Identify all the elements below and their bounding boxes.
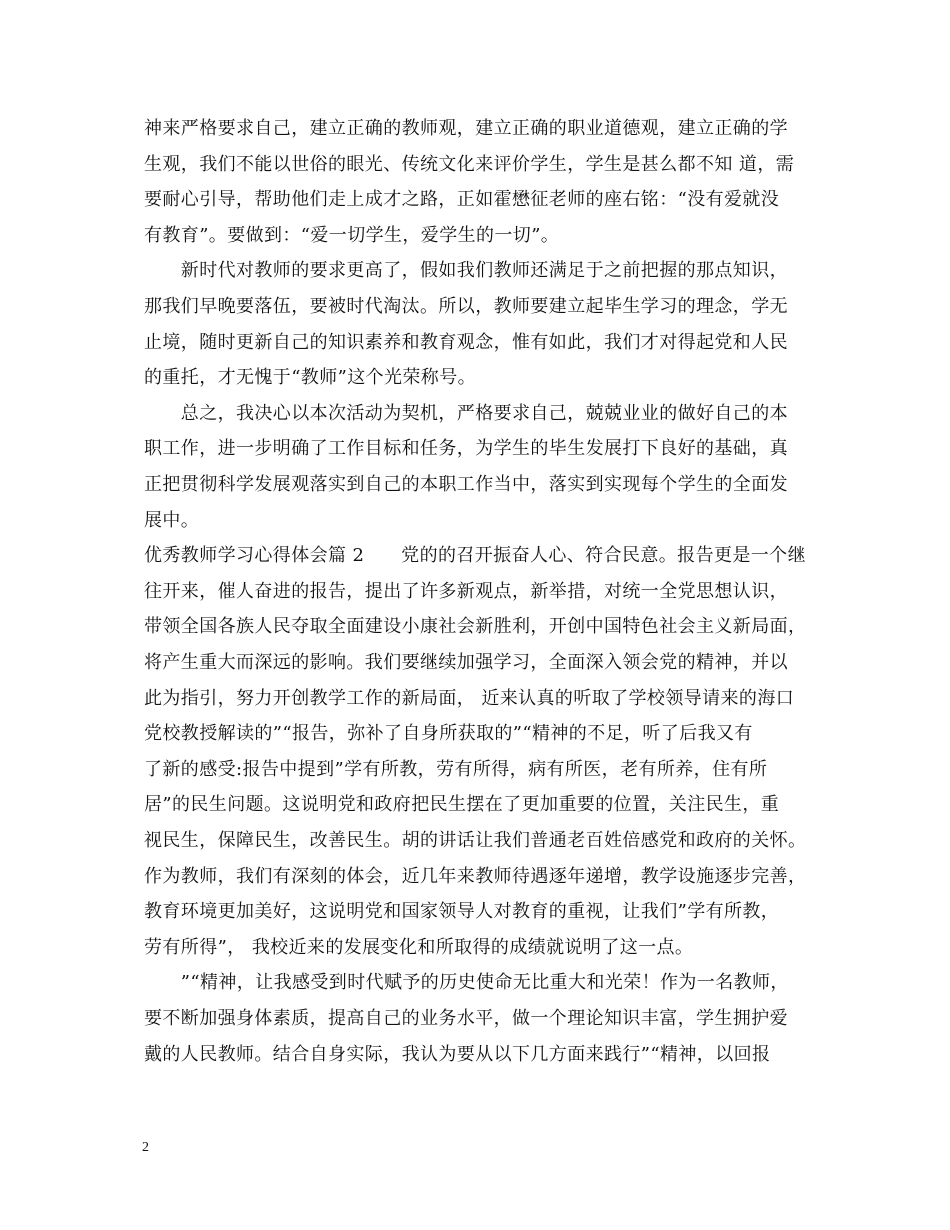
text-line: 居”的民生问题。这说明党和政府把民生摆在了更加重要的位置，关注民生，重 (144, 794, 780, 815)
text-line: 的重托，才无愧于“教师”这个光荣称号。 (144, 367, 477, 388)
text-line: 总之，我决心以本次活动为契机，严格要求自己，兢兢业业的做好自己的本 (144, 403, 788, 424)
text-line: 教育环境更加美好，这说明党和国家领导人对教育的重视，让我们”学有所教， (144, 901, 780, 922)
text-line: 劳有所得”， 我校近来的发展变化和所取得的成绩就说明了这一点。 (144, 937, 694, 958)
text-line: ”“精神，让我感受到时代赋予的历史使命无比重大和光荣！作为一名教师， (144, 972, 789, 993)
text-line: 此为指引，努力开创教学工作的新局面， 近来认真的听取了学校领导请来的海口 (144, 688, 795, 709)
text-line: 视民生，保障民生，改善民生。胡的讲话让我们普通老百姓倍感党和政府的关怀。 (144, 830, 807, 851)
text-line: 那我们早晚要落伍，要被时代淘汰。所以，教师要建立起毕生学习的理念，学无 (144, 296, 788, 317)
text-line: 带领全国各族人民夺取全面建设小康社会新胜利，开创中国特色社会主义新局面， (144, 616, 807, 637)
text-line: 展中。 (144, 510, 200, 531)
text-line: 要耐心引导，帮助他们走上成才之路，正如霍懋征老师的座右铭：“没有爱就没 (144, 189, 780, 210)
text-line: 作为教师，我们有深刻的体会，近几年来教师待遇逐年递增，教学设施逐步完善， (144, 866, 807, 887)
text-line: 新时代对教师的要求更高了，假如我们教师还满足于之前把握的那点知识， (144, 260, 788, 281)
text-line: 了新的感受:报告中提到”学有所教，劳有所得，病有所医，老有所养，住有所 (144, 759, 768, 780)
text-line: 正把贯彻科学发展观落实到自己的本职工作当中，落实到实现每个学生的全面发 (144, 474, 788, 495)
text-line: 优秀教师学习心得体会篇 2 党的的召开振奋人心、符合民意。报告更是一个继 (144, 545, 806, 566)
text-line: 职工作，进一步明确了工作目标和任务，为学生的毕生发展打下良好的基础，真 (144, 438, 788, 459)
text-line: 将产生重大而深远的影响。我们要继续加强学习，全面深入领会党的精神，并以 (144, 652, 788, 673)
text-line: 戴的人民教师。结合自身实际，我认为要从以下几方面来践行”“精神，以回报 (144, 1044, 771, 1065)
text-line: 党校教授解读的”“报告，弥补了自身所获取的”“精神的不足，听了后我又有 (144, 723, 753, 744)
text-line: 止境，随时更新自己的知识素养和教育观念，惟有如此，我们才对得起党和人民 (144, 332, 788, 353)
text-line: 要不断加强身体素质，提高自己的业务水平，做一个理论知识丰富，学生拥护爱 (144, 1008, 788, 1029)
text-line: 神来严格要求自己，建立正确的教师观，建立正确的职业道德观，建立正确的学 (144, 118, 788, 139)
page-number: 2 (142, 1140, 149, 1155)
text-line: 有教育”。要做到：“爱一切学生，爱学生的一切”。 (144, 225, 560, 246)
text-line: 往开来，催人奋进的报告，提出了许多新观点，新举措，对统一全党思想认识， (144, 581, 788, 602)
text-line: 生观，我们不能以世俗的眼光、传统文化来评价学生，学生是甚么都不知 道，需 (144, 154, 795, 175)
